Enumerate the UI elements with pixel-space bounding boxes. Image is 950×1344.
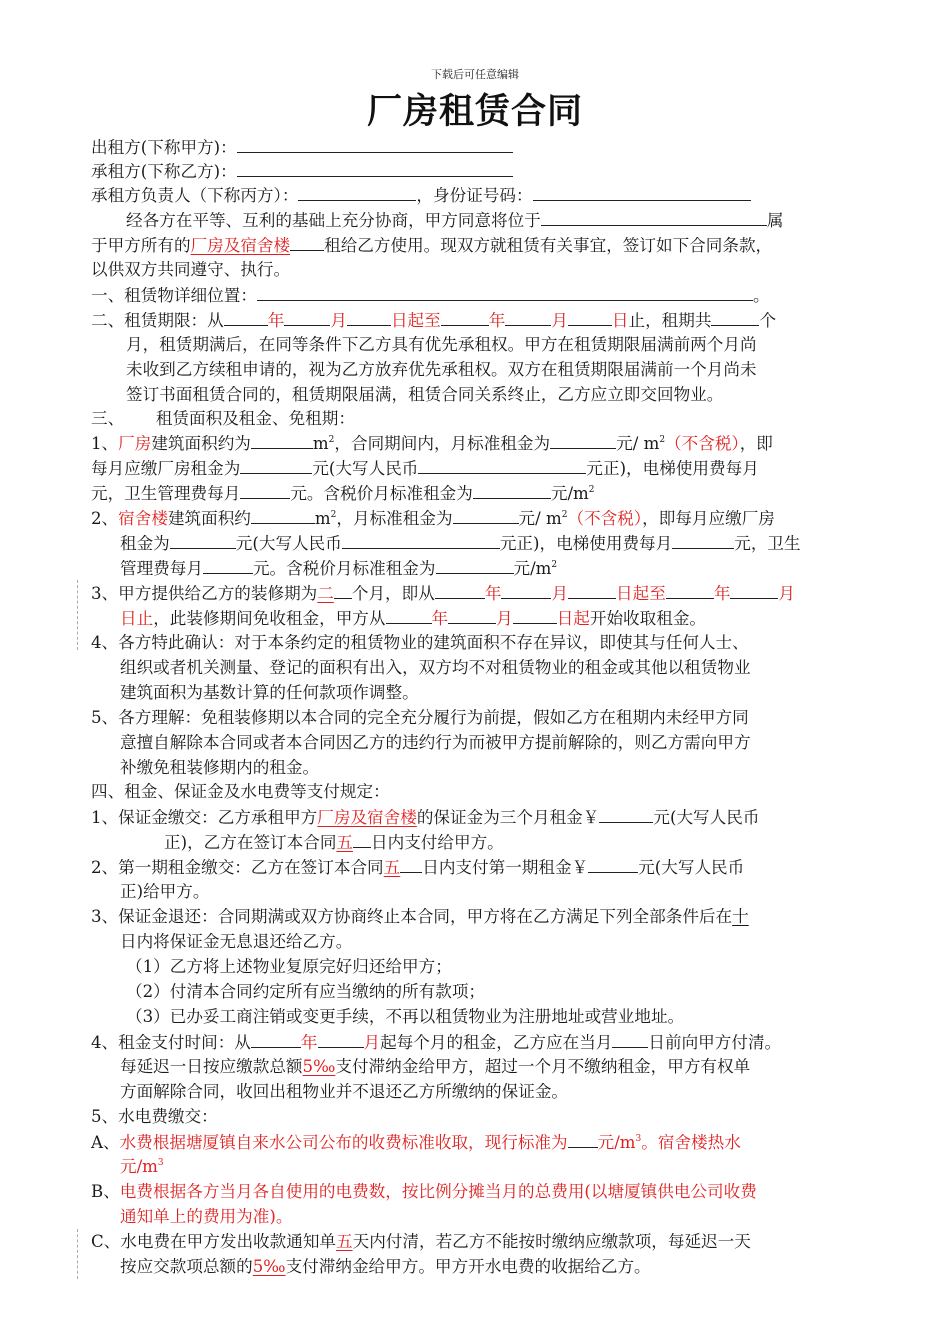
end-year-blank[interactable] bbox=[441, 307, 489, 326]
item-3-4-line-2: 组织或者机关测量、登记的面积有出入，双方均不对租赁物业的租金或其他以租赁物业 bbox=[120, 658, 751, 677]
fitout-end-year-blank[interactable] bbox=[666, 580, 714, 599]
item-4-1-line-2: 正)，乙方在签订本合同五 日内支付给甲方。 bbox=[164, 829, 504, 855]
factory-rent-rate-blank[interactable] bbox=[550, 430, 616, 449]
detailed-location-blank[interactable] bbox=[257, 282, 753, 301]
start-month-blank[interactable] bbox=[284, 307, 330, 326]
intro-line-3: 以供双方共同遵守、执行。 bbox=[91, 260, 291, 279]
section-2-line-4: 签订书面租赁合同的，租赁期限届满，租赁合同关系终止，乙方应立即交回物业。 bbox=[126, 385, 724, 404]
manager-line: 承租方负责人（下称丙方）： ，身份证号码： bbox=[91, 182, 751, 208]
dorm-sanitation-fee-blank[interactable] bbox=[203, 555, 253, 574]
lessor-blank[interactable] bbox=[237, 134, 513, 153]
condition-2: （2）付清本合同约定所有应当缴纳的所有款项； bbox=[126, 982, 486, 1001]
lessee-blank[interactable] bbox=[237, 158, 513, 177]
dorm-elevator-fee-blank[interactable] bbox=[672, 530, 734, 549]
section-2-line-3: 未收到乙方续租申请的，视为乙方放弃优先承租权。双方在租赁期限届满前一个月尚未 bbox=[126, 360, 757, 379]
rent-start-day-blank[interactable] bbox=[513, 605, 557, 624]
rent-start-month-blank[interactable] bbox=[448, 605, 496, 624]
electric-fee-line-1: B、电费根据各方当月各自使用的电费数，按比例分摊当月的总费用(以塘厦镇供电公司收费 bbox=[91, 1182, 757, 1201]
start-year-blank[interactable] bbox=[224, 307, 268, 326]
item-3-5-line-3: 补缴免租装修期内的租金。 bbox=[120, 758, 320, 777]
item-4-4-line-2: 每延迟一日按应缴款总额5‰支付滞纳金给甲方，超过一个月不缴纳租金，甲方有权单 bbox=[120, 1057, 751, 1076]
factory-sanitation-fee-blank[interactable] bbox=[240, 480, 290, 499]
item-3-5-line-1: 5、各方理解：免租装修期以本合同的完全充分履行为前提，假如乙方在租期内未经甲方同 bbox=[91, 708, 749, 727]
dorm-area-blank[interactable] bbox=[251, 505, 315, 524]
item-4-3-line-1: 3、保证金退还：合同期满或双方协商终止本合同，甲方将在乙方满足下列全部条件后在十 bbox=[91, 907, 749, 926]
top-note: 下载后可任意编辑 bbox=[431, 68, 519, 81]
first-rent-amount-blank[interactable] bbox=[588, 854, 638, 873]
pay-start-month-blank[interactable] bbox=[318, 1029, 364, 1048]
fitout-end-month-blank[interactable] bbox=[730, 580, 778, 599]
item-3-3-line-1: 3、甲方提供给乙方的装修期为二 个月，即从 年 月 日起至 年 月 bbox=[91, 580, 795, 606]
utility-payment-line-2: 按应交款项总额的5‰支付滞纳金给甲方。甲方开水电费的收据给乙方。 bbox=[120, 1257, 651, 1276]
utility-payment-line-1: C、水电费在甲方发出收款通知单五天内付清，若乙方不能按时缴纳应缴款项，每延迟一天 bbox=[91, 1232, 751, 1251]
section-1-location: 一、租赁物详细位置： 。 bbox=[91, 282, 770, 308]
item-4-4-line-1: 4、租金支付时间：从 年 月起每个月的租金，乙方应在当月 日前向甲方付清。 bbox=[91, 1029, 781, 1055]
deposit-amount-blank[interactable] bbox=[599, 804, 653, 823]
electric-fee-line-2: 通知单上的费用为准)。 bbox=[120, 1207, 293, 1226]
margin-marker bbox=[77, 580, 79, 650]
id-number-blank[interactable] bbox=[533, 182, 751, 201]
pay-day-blank[interactable] bbox=[612, 1029, 648, 1048]
item-3-2-line-3: 管理费每月 元。含税价月标准租金为 元$/m^2$ bbox=[120, 555, 557, 581]
factory-monthly-rent-blank[interactable] bbox=[240, 455, 312, 474]
rent-start-year-blank[interactable] bbox=[386, 605, 432, 624]
item-4-4-line-3: 方面解除合同，收回出租物业并不退还乙方所缴纳的保证金。 bbox=[120, 1082, 569, 1101]
dorm-monthly-rent-blank[interactable] bbox=[170, 530, 236, 549]
fitout-start-day-blank[interactable] bbox=[568, 580, 616, 599]
condition-1: （1）乙方将上述物业复原完好归还给甲方； bbox=[126, 957, 452, 976]
item-4-5-heading: 5、水电费缴交： bbox=[91, 1107, 218, 1126]
margin-marker bbox=[77, 1229, 79, 1279]
end-month-blank[interactable] bbox=[505, 307, 551, 326]
fitout-start-month-blank[interactable] bbox=[501, 580, 551, 599]
item-4-2-line-2: 正)给甲方。 bbox=[120, 882, 210, 901]
section-4-heading: 四、租金、保证金及水电费等支付规定： bbox=[91, 782, 390, 801]
item-3-2-line-2: 租金为 元(大写人民币 元正)，电梯使用费每月 元，卫生 bbox=[120, 530, 801, 556]
fitout-start-year-blank[interactable] bbox=[435, 580, 485, 599]
section-2-line-2: 月，租赁期满后，在同等条件下乙方具有优先承租权。甲方在租赁期限届满前两个月尚 bbox=[126, 335, 757, 354]
premises-type: 厂房及宿舍楼 bbox=[190, 236, 291, 255]
lessor-line: 出租方(下称甲方)： bbox=[91, 134, 513, 160]
item-4-3-line-2: 日内将保证金无息退还给乙方。 bbox=[120, 932, 353, 951]
factory-rent-words-blank[interactable] bbox=[418, 455, 586, 474]
factory-area-blank[interactable] bbox=[251, 430, 313, 449]
intro-line-1: 经各方在平等、互利的基础上充分协商，甲方同意将位于 属 bbox=[126, 207, 783, 233]
factory-taxed-rent-blank[interactable] bbox=[473, 480, 551, 499]
location-blank[interactable] bbox=[541, 207, 767, 226]
intro-line-2: 于甲方所有的厂房及宿舍楼 租给乙方使用。现双方就租赁有关事宜，签订如下合同条款， bbox=[91, 232, 772, 258]
item-4-2-line-1: 2、第一期租金缴交：乙方在签订本合同五 日内支付第一期租金￥ 元(大写人民币 bbox=[91, 854, 744, 880]
item-3-4-line-1: 4、各方特此确认：对于本条约定的租赁物业的建筑面积不存在异议，即使其与任何人士、 bbox=[91, 633, 749, 652]
lease-months-blank[interactable] bbox=[711, 307, 759, 326]
water-fee-line-2: 元$/m^3$ bbox=[120, 1157, 164, 1176]
dorm-rent-rate-blank[interactable] bbox=[453, 505, 519, 524]
dorm-rent-words-blank[interactable] bbox=[342, 530, 500, 549]
item-3-2-line-1: 2、宿舍楼建筑面积约 $m^2$，月标准租金为 元/ $m^2$（不含税），即每月应缴厂房 bbox=[91, 505, 775, 531]
manager-blank[interactable] bbox=[298, 182, 416, 201]
section-3-heading: 三、 租赁面积及租金、免租期： bbox=[91, 409, 355, 428]
item-4-1-line-1: 1、保证金缴交：乙方承租甲方厂房及宿舍楼的保证金为三个月租金￥ 元(大写人民币 bbox=[91, 804, 759, 830]
end-day-blank[interactable] bbox=[568, 307, 612, 326]
item-3-1-line-2: 每月应缴厂房租金为 元(大写人民币 元正)，电梯使用费每月 bbox=[91, 455, 759, 481]
section-2-term: 二、租赁期限：从 年 月 日起至 年 月 日止，租期共 个 bbox=[91, 307, 776, 333]
water-rate-blank[interactable] bbox=[568, 1129, 598, 1148]
item-3-1-line-3: 元，卫生管理费每月 元。含税价月标准租金为 元$/m^2$ bbox=[91, 480, 595, 506]
start-day-blank[interactable] bbox=[347, 307, 391, 326]
condition-3: （3）已办妥工商注销或变更手续，不再以租赁物业为注册地址或营业地址。 bbox=[126, 1007, 685, 1026]
document-title: 厂房租赁合同 bbox=[366, 91, 583, 132]
pay-start-year-blank[interactable] bbox=[251, 1029, 301, 1048]
item-3-3-line-2: 日止，此装修期间免收租金，甲方从 年 月 日起开始收取租金。 bbox=[120, 605, 706, 631]
item-3-4-line-3: 建筑面积为基数计算的任何款项作调整。 bbox=[120, 683, 419, 702]
fitout-months: 二 bbox=[317, 584, 334, 603]
item-3-1-line-1: 1、厂房建筑面积约为 $m^2$，合同期间内，月标准租金为 元/ $m^2$（不含税），即 bbox=[91, 430, 773, 456]
lessee-line: 承租方(下称乙方)： bbox=[91, 158, 513, 184]
dorm-taxed-rent-blank[interactable] bbox=[436, 555, 514, 574]
water-fee-line-1: A、水费根据塘厦镇自来水公司公布的收费标准收取，现行标准为 元$/m^3$。宿舍楼热水 bbox=[91, 1129, 741, 1155]
item-3-5-line-2: 意擅自解除本合同或者本合同因乙方的违约行为而被甲方提前解除的，则乙方需向甲方 bbox=[120, 733, 751, 752]
